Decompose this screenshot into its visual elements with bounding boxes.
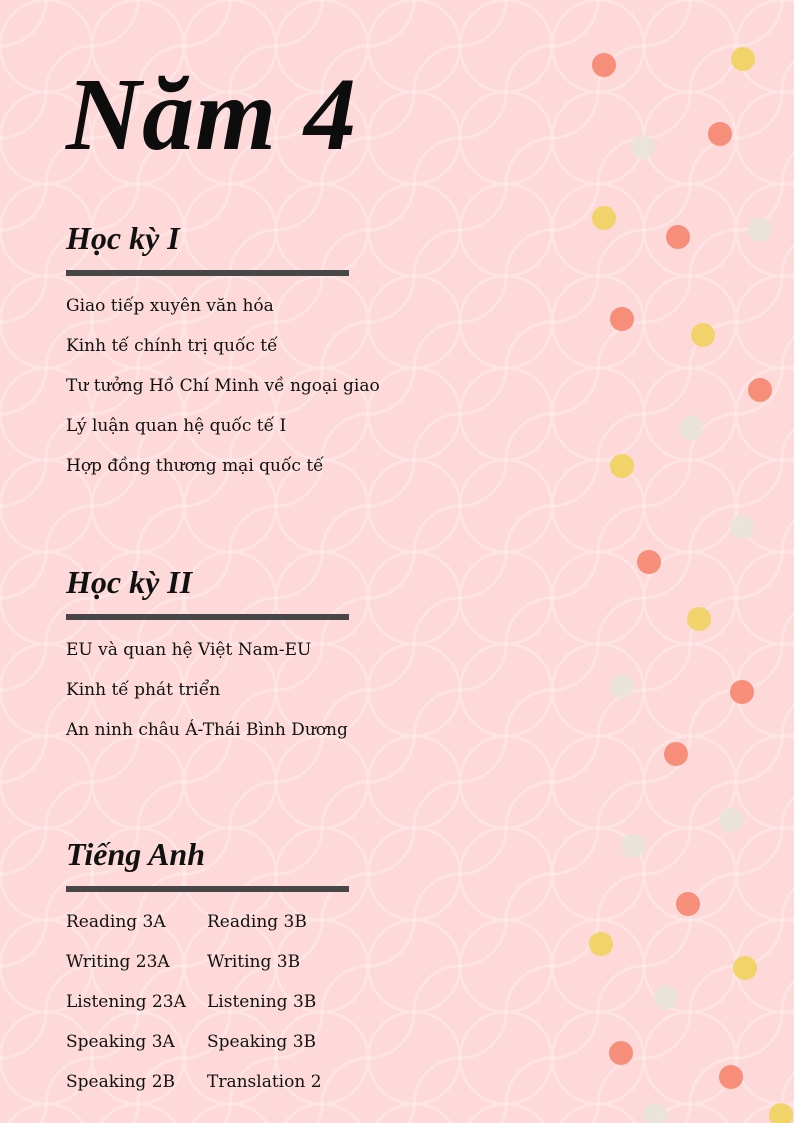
decorative-dot bbox=[589, 932, 613, 956]
decorative-dot bbox=[666, 225, 690, 249]
semester-1-divider bbox=[66, 270, 349, 276]
course-item: Giao tiếp xuyên văn hóa bbox=[66, 296, 274, 316]
decorative-dot bbox=[679, 416, 703, 440]
english-section bbox=[66, 834, 349, 1102]
decorative-dot bbox=[610, 674, 634, 698]
decorative-dot bbox=[610, 307, 634, 331]
decorative-dot bbox=[769, 1103, 793, 1123]
english-course: Reading 3A bbox=[66, 912, 166, 932]
decorative-dot bbox=[610, 454, 634, 478]
english-heading: Tiếng Anh bbox=[66, 836, 205, 872]
semester-2-divider bbox=[66, 614, 349, 620]
decorative-dot bbox=[621, 834, 645, 858]
decorative-dot bbox=[748, 218, 772, 242]
course-item: Lý luận quan hệ quốc tế I bbox=[66, 416, 287, 436]
english-course: Speaking 2B bbox=[66, 1072, 176, 1092]
course-item: Tư tưởng Hồ Chí Minh về ngoại giao bbox=[66, 376, 380, 396]
semester-2-course-list bbox=[66, 630, 349, 750]
decorative-dot bbox=[664, 742, 688, 766]
course-item: Hợp đồng thương mại quốc tế bbox=[66, 456, 324, 476]
decorative-dot bbox=[719, 808, 743, 832]
english-course: Speaking 3B bbox=[207, 1032, 317, 1052]
course-item: Kinh tế phát triển bbox=[66, 680, 221, 700]
english-course: Speaking 3A bbox=[66, 1032, 175, 1052]
decorative-dot bbox=[609, 1041, 633, 1065]
semester-2-section bbox=[66, 562, 349, 750]
english-course: Translation 2 bbox=[207, 1072, 322, 1092]
english-course: Listening 23A bbox=[66, 992, 186, 1012]
course-item: An ninh châu Á-Thái Bình Dương bbox=[66, 720, 348, 740]
course-item: Kinh tế chính trị quốc tế bbox=[66, 336, 278, 356]
decorative-dot bbox=[592, 206, 616, 230]
english-course: Listening 3B bbox=[207, 992, 317, 1012]
semester-1-heading: Học kỳ I bbox=[66, 220, 180, 256]
course-item: EU và quan hệ Việt Nam-EU bbox=[66, 640, 312, 660]
page-title: Năm 4 bbox=[66, 57, 357, 172]
decorative-dot bbox=[691, 323, 715, 347]
english-course: Reading 3B bbox=[207, 912, 307, 932]
decorative-dot bbox=[654, 986, 678, 1010]
decorative-dot bbox=[731, 47, 755, 71]
semester-1-course-list bbox=[66, 286, 380, 486]
decorative-dot bbox=[643, 1103, 667, 1123]
decorative-dot bbox=[592, 53, 616, 77]
english-course: Writing 23A bbox=[66, 952, 170, 972]
decorative-dot bbox=[748, 378, 772, 402]
decorative-dot bbox=[687, 607, 711, 631]
decorative-dot bbox=[730, 515, 754, 539]
english-divider bbox=[66, 886, 349, 892]
decorative-dot bbox=[708, 122, 732, 146]
decorative-dot bbox=[733, 956, 757, 980]
decorative-dot bbox=[719, 1065, 743, 1089]
decorative-dot bbox=[637, 550, 661, 574]
semester-1-section bbox=[66, 218, 380, 486]
decorative-dot bbox=[730, 680, 754, 704]
semester-2-heading: Học kỳ II bbox=[66, 564, 193, 600]
english-course: Writing 3B bbox=[207, 952, 301, 972]
english-course-grid bbox=[66, 902, 349, 1102]
decorative-dot bbox=[631, 135, 655, 159]
decorative-dot bbox=[676, 892, 700, 916]
